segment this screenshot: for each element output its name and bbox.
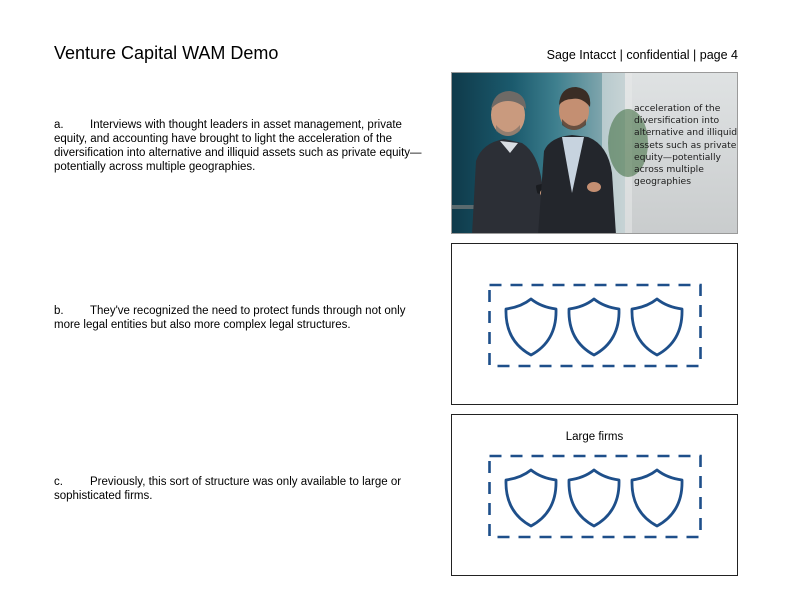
- shield-icon: [632, 299, 682, 355]
- shield-icon: [569, 299, 619, 355]
- point-text: Interviews with thought leaders in asset management, private equity, and accounting have brought to light the acceleration of the diversification into alternative and illiquid assets such as private equity—potentially across multiple geographies.: [54, 119, 422, 173]
- point-letter: b.: [54, 305, 64, 317]
- shield-icon: [569, 470, 619, 526]
- point-text: They've recognized the need to protect funds through not only more legal entities but also more complex legal structures.: [54, 305, 406, 331]
- point-letter: a.: [54, 119, 64, 131]
- point-b: [54, 304, 426, 332]
- shield-icon: [632, 470, 682, 526]
- large-firms-label: Large firms: [565, 431, 624, 443]
- photo-panel: [451, 72, 738, 234]
- page-title: Venture Capital WAM Demo: [54, 43, 279, 63]
- photo-caption: acceleration of the diversification into alternative and illiquid assets such as private equity—potentially across multiple geographies: [634, 103, 738, 188]
- large-firms-panel: [451, 414, 738, 576]
- point-text: Previously, this sort of structure was only available to large or sophisticated firms.: [54, 476, 402, 502]
- large-firms-diagram: [452, 415, 737, 575]
- legal-structure-panel: [451, 243, 738, 405]
- point-c: [54, 475, 426, 503]
- shield-icon: [506, 470, 556, 526]
- point-a: [54, 118, 426, 174]
- legal-entities-diagram: [452, 244, 737, 404]
- page-header-info: Sage Intacct | confidential | page 4: [546, 48, 738, 62]
- point-letter: c.: [54, 476, 63, 488]
- shield-icon: [506, 299, 556, 355]
